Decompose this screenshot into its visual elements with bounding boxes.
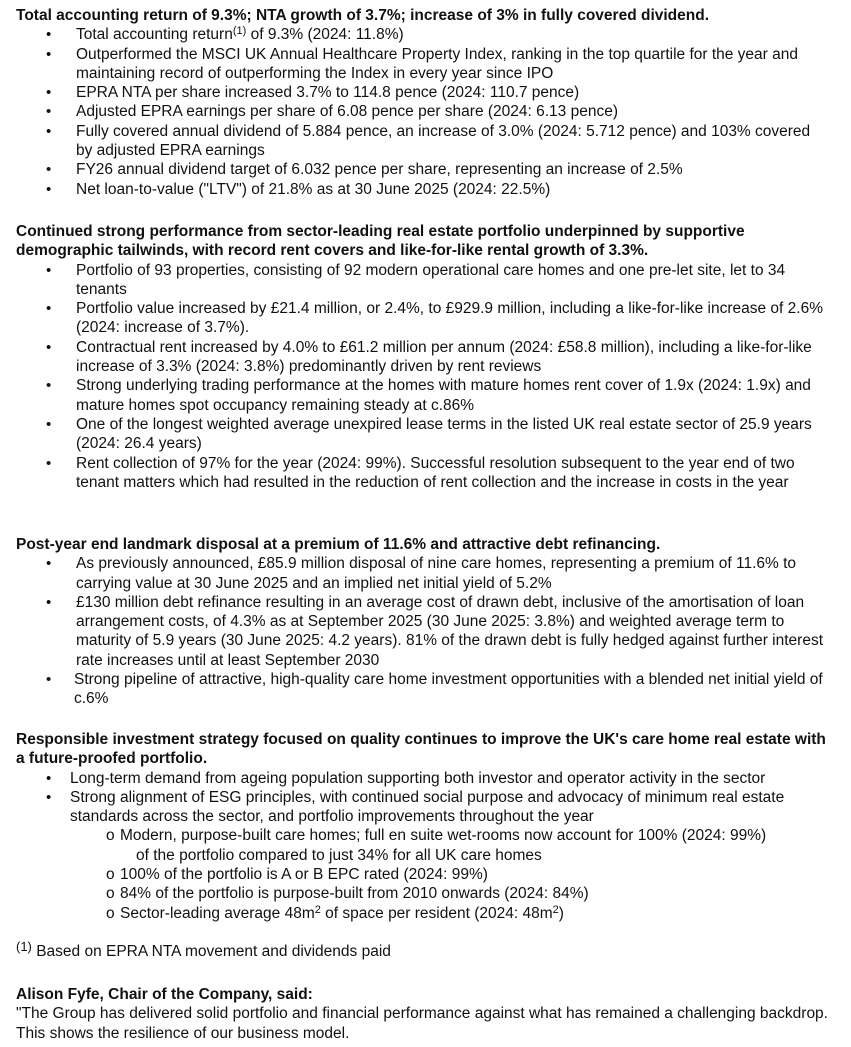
sub-bullet-list — [0, 826, 851, 922]
list-item: • Net loan-to-value ("LTV") of 21.8% as at 30 June 2025 (2024: 22.5%) — [0, 180, 851, 199]
footnote-marker: (1) — [16, 939, 32, 954]
sub-list-item: o 84% of the portfolio is purpose-built from 2010 onwards (2024: 84%) — [106, 885, 589, 903]
section-heading: Continued strong performance from sector-leading real estate portfolio underpinned by supportive demographic tailwinds, with record rent covers and like-for-like rental growth of 3.3%. — [16, 223, 745, 260]
list-item: • One of the longest weighted average unexpired lease terms in the listed UK real estate sector of 25.9 years (2024: 26.4 years) — [0, 415, 851, 454]
section-heading: Post-year end landmark disposal at a premium of 11.6% and attractive debt refinancing. — [16, 536, 661, 553]
section-returns — [0, 6, 851, 199]
bullet-list — [0, 25, 851, 199]
section-heading: Total accounting return of 9.3%; NTA growth of 3.7%; increase of 3% in fully covered dividend. — [16, 7, 710, 24]
bullet-list — [0, 769, 851, 827]
list-item: • Strong pipeline of attractive, high-quality care home investment opportunities with a blended net initial yield of c.6% — [0, 670, 851, 709]
sub-list-item: o 100% of the portfolio is A or B EPC rated (2024: 99%) — [106, 866, 488, 884]
list-item: • Strong underlying trading performance at the homes with mature homes rent cover of 1.9x (2024: 1.9x) and mature homes spot occupancy remaining steady at c.86% — [0, 376, 851, 415]
list-item: • Portfolio of 93 properties, consisting of 92 modern operational care homes and one pre-let site, let to 34 tenants — [0, 261, 851, 300]
footnote — [16, 939, 391, 961]
section-portfolio-performance — [0, 222, 851, 492]
section-disposal-refinancing — [0, 535, 851, 709]
list-item: • Outperformed the MSCI UK Annual Healthcare Property Index, ranking in the top quartile for the year and maintaining record of outperforming the Index in every year since IPO — [0, 45, 851, 84]
list-item: • Rent collection of 97% for the year (2024: 99%). Successful resolution subsequent to the year end of two tenant matters which had resulted in the reduction of rent collection and the increase in costs in the year — [0, 454, 851, 493]
sub-bullet-marker: o — [106, 904, 115, 922]
list-item: • FY26 annual dividend target of 6.032 pence per share, representing an increase of 2.5% — [0, 160, 851, 179]
list-item: • As previously announced, £85.9 million disposal of nine care homes, representing a premium of 11.6% to carrying value at 30 June 2025 and an implied net initial yield of 5.2% — [0, 554, 851, 593]
list-item: • EPRA NTA per share increased 3.7% to 114.8 pence (2024: 110.7 pence) — [0, 83, 851, 102]
sub-list-item: o Sector-leading average $48m^2$ of space per resident (2024: $48m^2$) — [106, 903, 564, 922]
footnote-text: Based on EPRA NTA movement and dividends paid — [31, 943, 391, 960]
bullet-list — [0, 554, 851, 708]
list-item: • Long-term demand from ageing population supporting both investor and operator activity in the sector — [0, 769, 851, 788]
list-item: • Portfolio value increased by £21.4 million, or 2.4%, to £929.9 million, including a like-for-like increase of 2.6% (2024: increase of 3.7%). — [0, 299, 851, 338]
list-item: • Strong alignment of ESG principles, with continued social purpose and advocacy of minimum real estate standards across the sector, and portfolio improvements throughout the year — [0, 788, 851, 827]
bullet-list — [0, 261, 851, 493]
list-item: • Fully covered annual dividend of 5.884 pence, an increase of 3.0% (2024: 5.712 pence) and 103% covered by adjusted EPRA earnings — [0, 122, 851, 161]
sub-bullet-marker: o — [106, 827, 115, 845]
quote-text: "The Group has delivered solid portfolio and financial performance against what has remained a challenging backdrop. This shows the resilience of our business model. — [16, 1005, 828, 1042]
section-responsible-investment — [0, 730, 851, 923]
sub-list-item: o Modern, purpose-built care homes; full en suite wet-rooms now account for 100% (2024: 99%) of the portfolio compared to just 34% for all UK care homes — [106, 827, 767, 864]
list-item: • Total accounting return$^{(1)}$ of 9.3% (2024: 11.8%) — [0, 25, 851, 44]
section-heading: Responsible investment strategy focused on quality continues to improve the UK's care home real estate with a future-proofed portfolio. — [16, 731, 826, 768]
list-item: • Contractual rent increased by 4.0% to £61.2 million per annum (2024: £58.8 million), including a like-for-like increase of 3.3% (2024: 3.8%) predominantly driven by rent reviews — [0, 338, 851, 377]
list-item: • £130 million debt refinance resulting in an average cost of drawn debt, inclusive of the amortisation of loan arrangement costs, of 4.3% as at September 2025 (30 June 2025: 3.8%) and weighted average term to maturity of 5.9 years (30 June 2025: 4.2 years). 81% of the drawn debt is fully hedged against further interest rate increases until at least September 2030 — [0, 593, 851, 670]
quote-attribution: Alison Fyfe, Chair of the Company, said: — [16, 986, 313, 1003]
sub-bullet-marker: o — [106, 866, 115, 884]
footnote-ref: (1) — [232, 25, 247, 38]
chair-quote — [0, 985, 851, 1043]
sub-bullet-marker: o — [106, 885, 115, 903]
list-item: • Adjusted EPRA earnings per share of 6.08 pence per share (2024: 6.13 pence) — [0, 102, 851, 121]
